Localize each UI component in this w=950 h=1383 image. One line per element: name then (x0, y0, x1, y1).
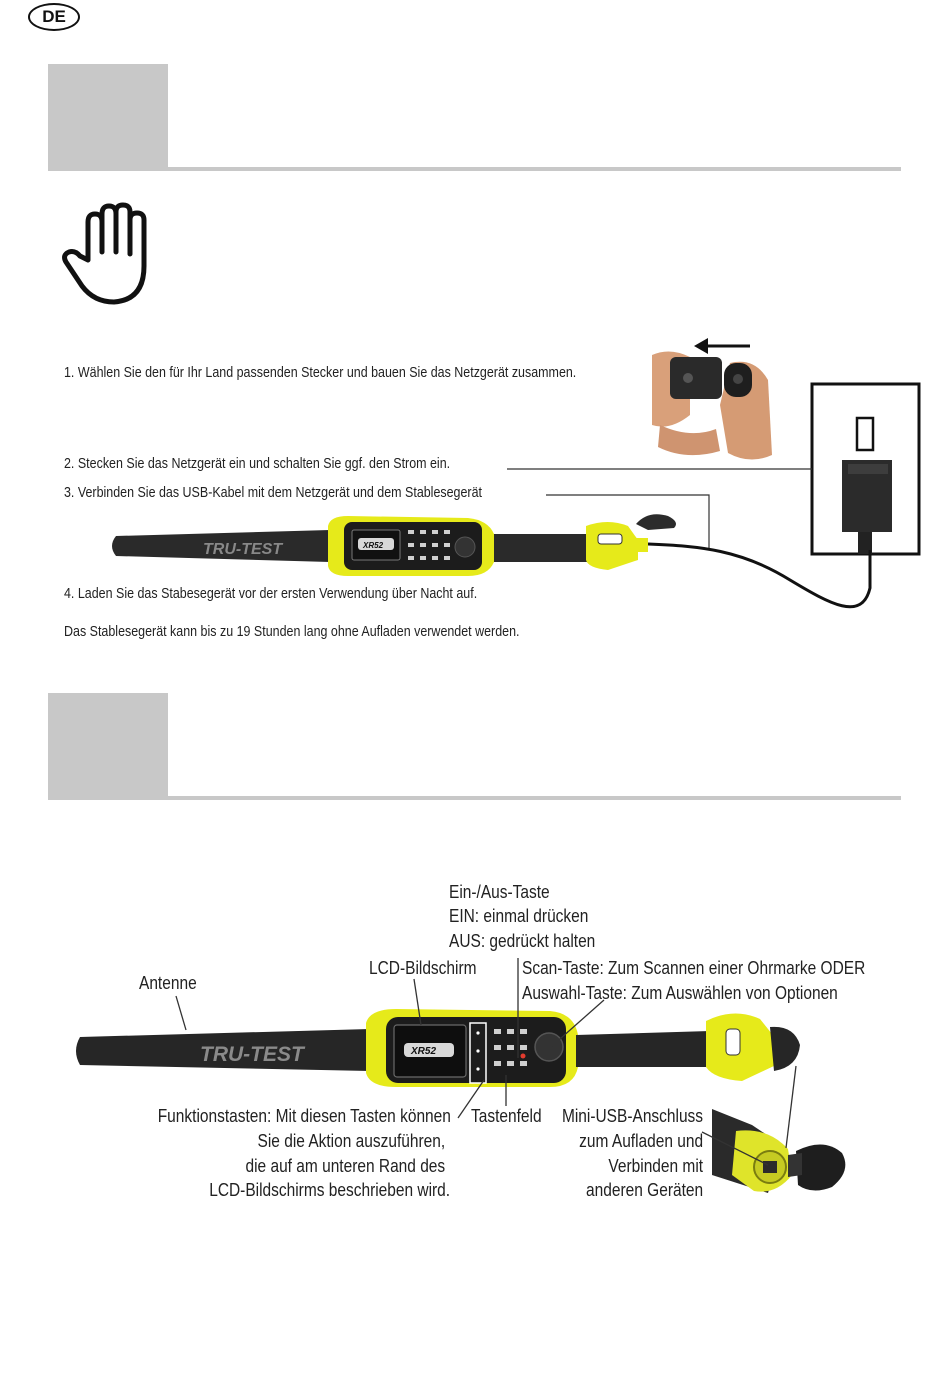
function-keys-label-4: LCD-Bildschirms beschrieben wird. (209, 1180, 450, 1200)
mini-usb-label-1: Mini-USB-Anschluss (561, 1106, 703, 1126)
keypad-label: Tastenfeld (471, 1106, 542, 1126)
battery-note-text: Das Stablesegerät kann bis zu 19 Stunden lang ohne Aufladen verwendet werden. (64, 624, 520, 640)
stick-reader-charging-image (108, 500, 688, 580)
mini-usb-detail-image (712, 1105, 852, 1200)
mini-usb-label-4: anderen Geräten (585, 1180, 703, 1200)
step-1-text: 1. Wählen Sie den für Ihr Land passenden Stecker und bauen Sie das Netzgerät zusammen. (64, 365, 577, 381)
step-2-text: 2. Stecken Sie das Netzgerät ein und schalten Sie ggf. den Strom ein. (64, 456, 451, 472)
model-text: XR52 (411, 1046, 437, 1057)
step-3-text: 3. Verbinden Sie das USB-Kabel mit dem Netzgerät und dem Stablesegerät (64, 485, 482, 501)
scan-button-label-1: Scan-Taste: Zum Scannen einer Ohrmarke ODER (522, 958, 866, 978)
stick-reader-diagram (70, 995, 810, 1105)
section-2-marker (48, 693, 168, 799)
scan-button-label-2: Auswahl-Taste: Zum Auswählen von Optionen (522, 983, 838, 1003)
mini-usb-label-3: Verbinden mit (608, 1156, 703, 1176)
function-keys-label-3: die auf am unteren Rand des (245, 1156, 445, 1176)
power-button-label-2: EIN: einmal drücken (449, 906, 589, 926)
language-badge: DE (28, 3, 80, 31)
brand-text: TRU-TEST (200, 1043, 304, 1066)
antenna-label: Antenne (139, 973, 197, 993)
function-keys-label-1: Funktionstasten: Mit diesen Tasten können (157, 1106, 451, 1126)
step-4-text: 4. Laden Sie das Stabesegerät vor der ersten Verwendung über Nacht auf. (64, 586, 478, 602)
lcd-label: LCD-Bildschirm (369, 958, 477, 978)
brand-text-small: TRU-TEST (203, 541, 283, 558)
model-text-small: XR52 (363, 541, 384, 550)
section-2-divider (48, 796, 901, 800)
function-keys-label-2: Sie die Aktion auszuführen, (257, 1131, 445, 1151)
mini-usb-label-2: zum Aufladen und (579, 1131, 703, 1151)
power-button-label-1: Ein-/Aus-Taste (449, 882, 550, 902)
power-button-label-3: AUS: gedrückt halten (449, 931, 596, 951)
